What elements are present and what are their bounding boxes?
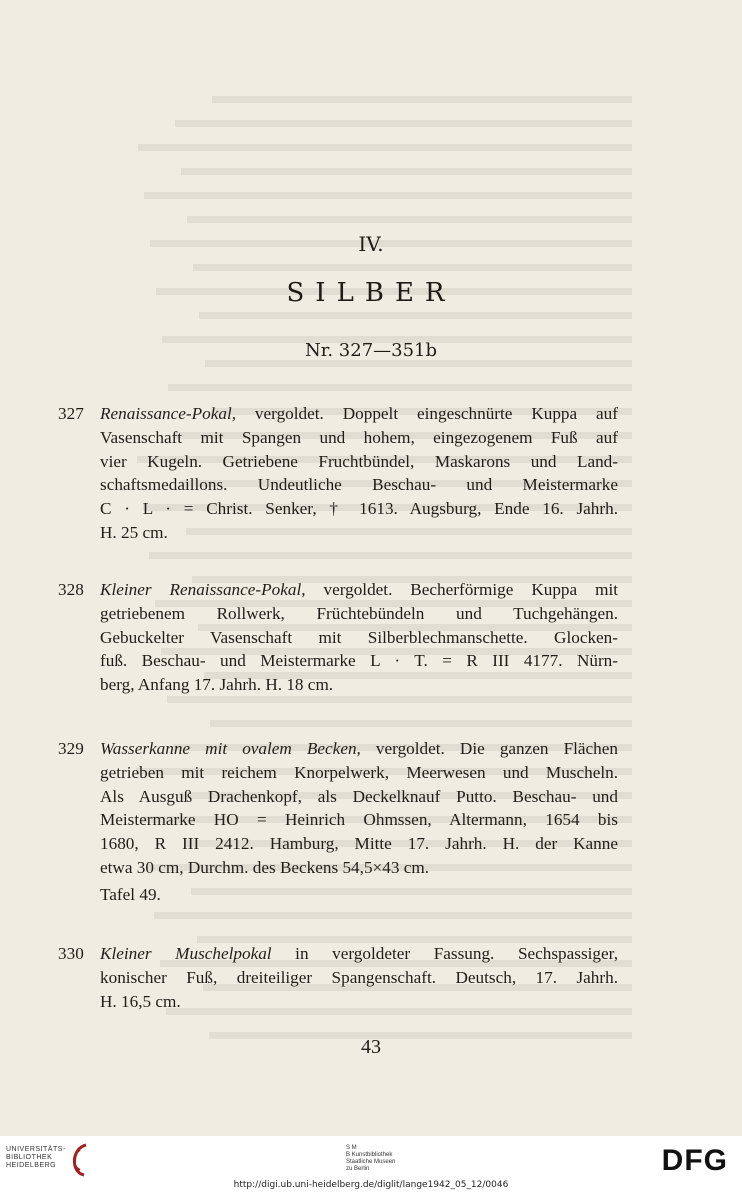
entry-line: fuß. Beschau- und Meistermarke L · T. = R III 4177. Nürn-: [100, 651, 618, 671]
entry-title: Kleiner Muschelpokal: [100, 944, 272, 963]
entry-title: Kleiner Renaissance-Pokal,: [100, 580, 306, 599]
bleed-line: [167, 696, 632, 703]
entry-title: Renaissance-Pokal,: [100, 404, 237, 423]
entry-line: vergoldet. Die ganzen Flächen: [360, 739, 618, 758]
entry-line: vier Kugeln. Getriebene Fruchtbündel, Maskarons und Land-: [100, 451, 618, 471]
entry-line: berg, Anfang 17. Jahrh. H. 18 cm.: [100, 675, 334, 695]
bleed-line: [193, 264, 632, 271]
source-url-link[interactable]: http://digi.ub.uni-heidelberg.de/diglit/lange1942_05_12/0046: [233, 1180, 509, 1190]
section-title: SILBER: [286, 278, 456, 308]
logo-text-line: BIBLIOTHEK: [6, 1154, 53, 1161]
catalogue-entry-328: [58, 578, 618, 697]
entry-line: schaftsmedaillons. Undeutliche Beschau- und Meistermarke: [100, 475, 618, 495]
library-emblem-icon: [66, 1142, 88, 1178]
entry-number: 329: [58, 739, 84, 758]
entry-number: 330: [58, 944, 84, 963]
entry-line: H. 25 cm.: [100, 522, 168, 542]
section-number: IV.: [358, 232, 384, 256]
bleed-line: [168, 384, 632, 391]
entry-line: etwa 30 cm, Durchm. des Beckens 54,5×43 cm.: [100, 857, 430, 877]
entry-line: H. 16,5 cm.: [100, 991, 181, 1011]
catalogue-range: Nr. 327—351b: [304, 340, 438, 361]
entry-title: Wasserkanne mit ovalem Becken,: [100, 739, 361, 758]
entry-line: vergoldet. Doppelt eingeschnürte Kuppa auf: [236, 404, 618, 423]
bleed-line: [154, 912, 632, 919]
dfg-logo[interactable]: DFG: [661, 1144, 728, 1177]
logo-text-line: Staatliche Museen: [346, 1159, 396, 1165]
catalogue-entry-330: [58, 942, 618, 1013]
entry-line: Meistermarke HO = Heinrich Ohmssen, Altermann, 1654 bis: [100, 810, 618, 830]
catalogue-entry-327: [58, 402, 618, 545]
entry-line: getrieben mit reichem Knorpelwerk, Meerwesen und Muscheln.: [100, 762, 618, 782]
logo-text-line: S M: [346, 1145, 357, 1151]
bleed-line: [187, 216, 632, 223]
entry-line: 1680, R III 2412. Hamburg, Mitte 17. Jahrh. H. der Kanne: [100, 834, 618, 854]
entry-line: getriebenem Rollwerk, Früchtebündeln und Tuchgehängen.: [100, 603, 618, 623]
catalogue-entry-329: [58, 737, 618, 907]
bleed-line: [149, 552, 632, 559]
logo-text-line: zu Berlin: [346, 1166, 370, 1172]
bleed-line: [175, 120, 632, 127]
bleed-line: [181, 168, 632, 175]
entry-line: Gebuckelter Vasenschaft mit Silberblechmanschette. Glocken-: [100, 627, 618, 647]
entry-line: in vergoldeter Fassung. Sechspassiger,: [271, 944, 618, 963]
entry-number: 327: [58, 404, 84, 423]
bleed-line: [144, 192, 632, 199]
entry-line: Vasenschaft mit Spangen und hohem, eingezogenem Fuß auf: [100, 427, 618, 447]
kunstbibliothek-logo[interactable]: [346, 1145, 395, 1173]
entry-line: C · L · = Christ. Senker, † 1613. Augsburg, Ende 16. Jahrh.: [100, 499, 618, 519]
bleed-line: [210, 720, 632, 727]
bleed-line: [138, 144, 632, 151]
digitization-footer: [0, 1136, 742, 1193]
entry-line: vergoldet. Becherförmige Kuppa mit: [305, 580, 619, 599]
university-library-logo[interactable]: [6, 1146, 66, 1170]
bleed-line: [205, 360, 632, 367]
bleed-line: [199, 312, 632, 319]
entry-line: Als Ausguß Drachenkopf, als Deckelknauf Putto. Beschau- und: [100, 786, 618, 806]
entry-number: 328: [58, 580, 84, 599]
logo-text-line: UNIVERSITÄTS-: [6, 1146, 66, 1153]
plate-reference: Tafel 49.: [100, 884, 161, 904]
logo-text-line: B Kunstbibliothek: [346, 1152, 393, 1158]
bleed-line: [212, 96, 632, 103]
page-number: 43: [361, 1036, 381, 1058]
entry-line: konischer Fuß, dreiteiliger Spangenschaft. Deutsch, 17. Jahrh.: [100, 967, 618, 987]
logo-text-line: HEIDELBERG: [6, 1162, 57, 1169]
